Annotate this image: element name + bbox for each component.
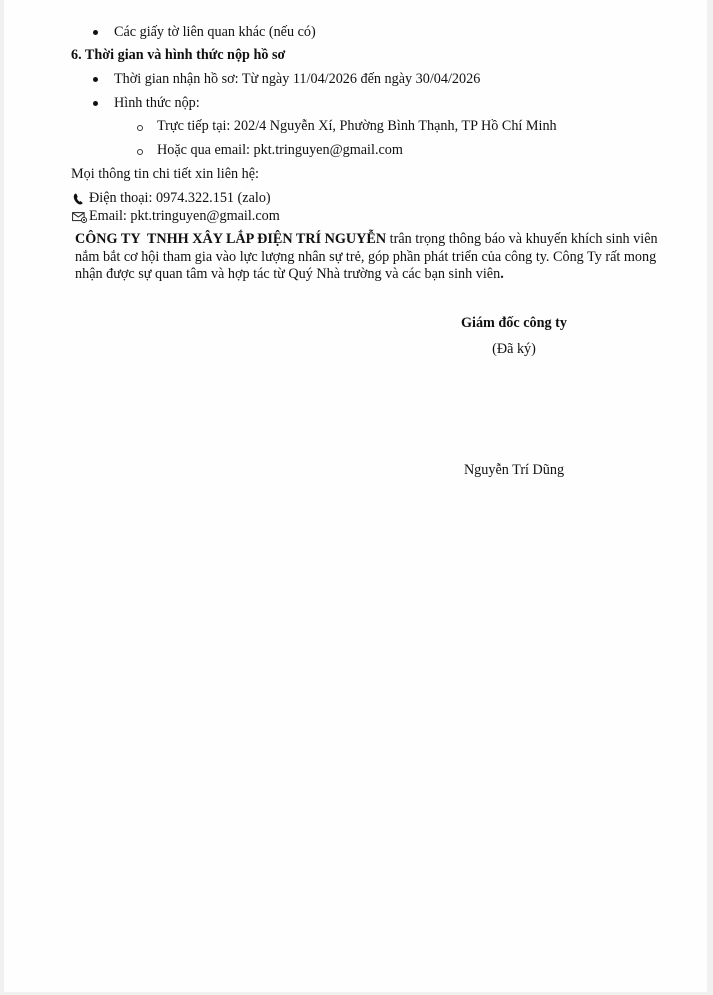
contact-phone: Điện thoại: 0974.322.151 (zalo): [89, 190, 271, 206]
closing-paragraph: [75, 231, 665, 284]
closing-period: .: [500, 266, 504, 282]
section-heading: 6. Thời gian và hình thức nộp hồ sơ: [71, 47, 286, 63]
phone-icon: [73, 192, 84, 204]
list-item: Các giấy tờ liên quan khác (nếu có): [114, 24, 316, 40]
company-name: CÔNG TY TNHH XÂY LẮP ĐIỆN TRÍ NGUYỄN: [75, 231, 387, 247]
email-icon: [72, 210, 87, 221]
contact-intro: Mọi thông tin chi tiết xin liên hệ:: [71, 166, 259, 182]
signer-name: Nguyễn Trí Dũng: [463, 462, 565, 478]
list-item: Hình thức nộp:: [114, 95, 200, 111]
bullet-icon: [93, 101, 98, 106]
circle-bullet-icon: [137, 125, 143, 131]
list-item: Thời gian nhận hồ sơ: Từ ngày 11/04/2026 đến ngày 30/04/2026: [114, 71, 481, 87]
document-page: [4, 0, 707, 992]
circle-bullet-icon: [137, 149, 143, 155]
sub-list-item: Hoặc qua email: pkt.tringuyen@gmail.com: [157, 142, 403, 158]
sub-list-item: Trực tiếp tại: 202/4 Nguyễn Xí, Phường Bình Thạnh, TP Hồ Chí Minh: [157, 118, 557, 134]
signature-title: Giám đốc công ty: [460, 315, 567, 331]
signature-status: (Đã ký): [492, 341, 536, 357]
bullet-icon: [93, 30, 98, 35]
bullet-icon: [93, 77, 98, 82]
contact-email: Email: pkt.tringuyen@gmail.com: [89, 208, 280, 224]
closing-text: trân trọng thông báo và khuyến khích sinh viên nắm bắt cơ hội tham gia vào lực lượng nhân sự trẻ, góp phần phát triển của công ty. Công Ty rất mong nhận được sự quan tâm và hợp tác từ Quý Nhà trường và các bạn sinh viên: [75, 231, 658, 282]
